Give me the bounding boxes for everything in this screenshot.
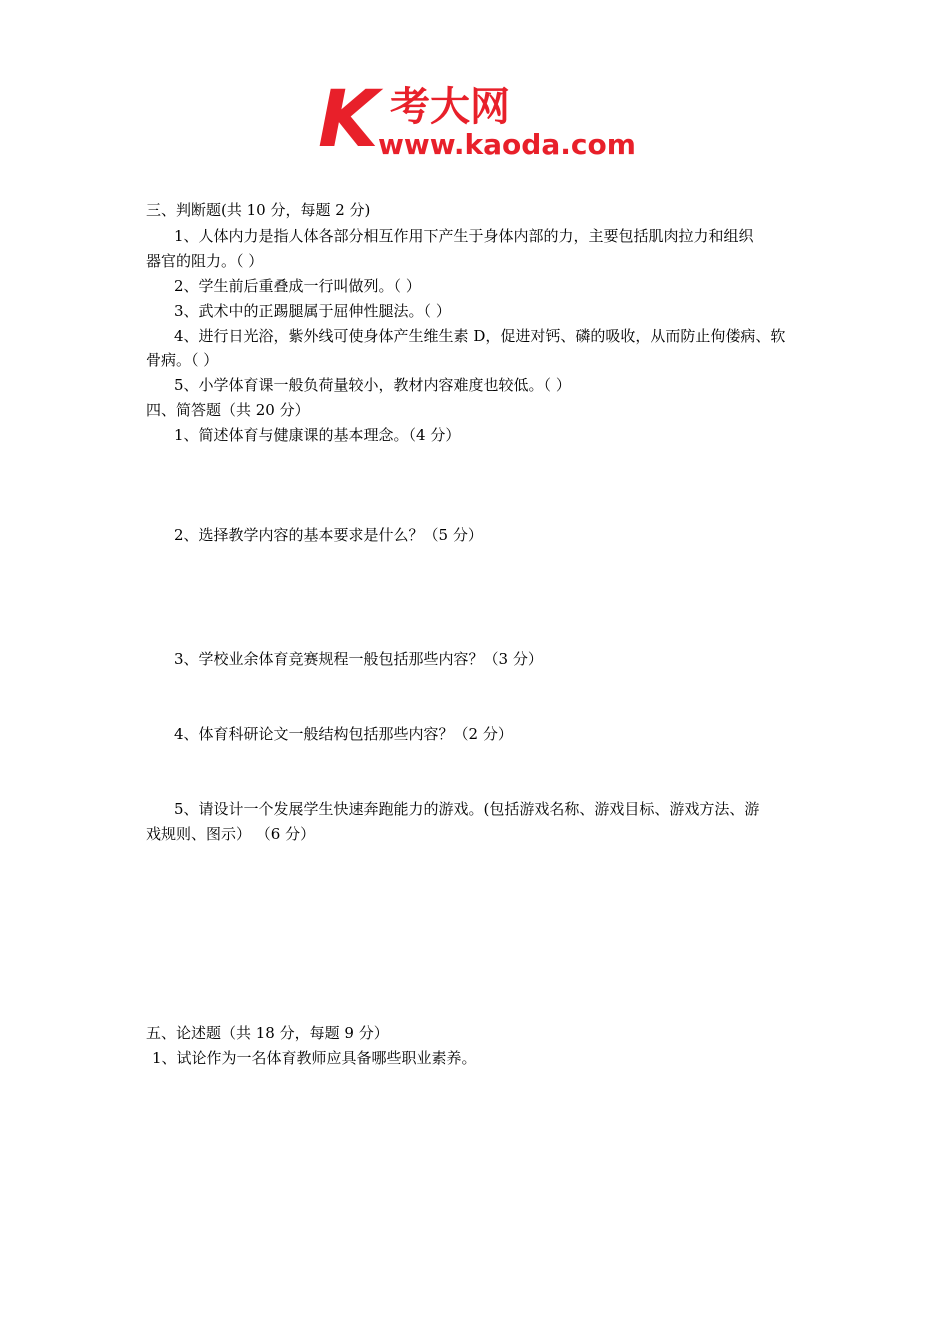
logo-url: www.kaoda.com: [378, 128, 636, 160]
section4-q3: 3、学校业余体育竞赛规程一般包括那些内容？（3 分）: [174, 650, 543, 668]
section3-q5: 5、小学体育课一般负荷量较小，教材内容难度也较低。（ ）: [174, 376, 571, 394]
section3-q3: 3、武术中的正踢腿属于屈伸性腿法。（ ）: [174, 302, 451, 320]
logo-chinese-name: 考大网: [390, 84, 510, 130]
section4-title: 四、简答题（共 20 分）: [146, 401, 310, 419]
section3-q1-line2: 器官的阻力。（ ）: [146, 252, 264, 270]
logo-letter-k: K: [318, 80, 379, 160]
section4-q1: 1、简述体育与健康课的基本理念。（4 分）: [174, 426, 461, 444]
kaoda-logo: [318, 80, 638, 160]
section3-q1-line1: 1、人体内力是指人体各部分相互作用下产生于身体内部的力，主要包括肌肉拉力和组织: [174, 227, 754, 245]
section3-q2: 2、学生前后重叠成一行叫做列。（ ）: [174, 277, 421, 295]
section4-q4: 4、体育科研论文一般结构包括那些内容？（2 分）: [174, 725, 513, 743]
section3-q4-line1: 4、进行日光浴，紫外线可使身体产生维生素 D，促进对钙、磷的吸收，从而防止佝偻病、软: [174, 327, 786, 345]
section3-q4-line2: 骨病。（ ）: [146, 351, 219, 369]
section4-q5-line1: 5、请设计一个发展学生快速奔跑能力的游戏。(包括游戏名称、游戏目标、游戏方法、游: [174, 800, 760, 818]
section5-q1: 1、试论作为一名体育教师应具备哪些职业素养。: [152, 1049, 477, 1067]
section4-q2: 2、选择教学内容的基本要求是什么？（5 分）: [174, 526, 483, 544]
section3-title: 三、判断题(共 10 分，每题 2 分): [146, 201, 371, 219]
section4-q5-line2: 戏规则、图示） （6 分）: [146, 825, 316, 843]
section5-title: 五、论述题（共 18 分，每题 9 分）: [146, 1024, 389, 1042]
